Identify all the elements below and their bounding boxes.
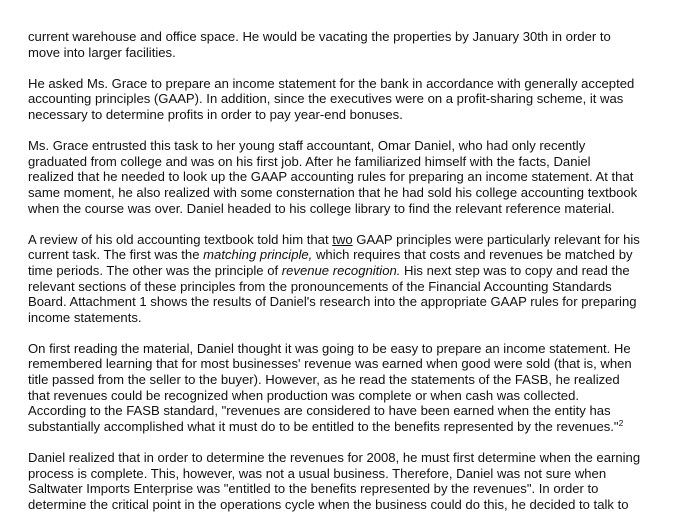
paragraph-3: Ms. Grace entrusted this task to her young staff accountant, Omar Daniel, who had only recently graduated from college and was on his first job. After he familiarized himself with the facts, Daniel realized that he needed to look up the GAAP accounting rules for preparing an income statement. At that same moment, he also realized with some consternation that he had sold his college accounting textbook when the course was over. Daniel headed to his college library to find the relevant reference material.	[28, 138, 638, 216]
italic-matching-principle: matching principle,	[203, 247, 313, 263]
paragraph-1: current warehouse and office space. He would be vacating the properties by January 30th in order to move into larger facilities.	[28, 29, 611, 60]
paragraph-4-text-d: His next step was to copy and read the relevant sections of these principles from the pronouncements of the Financial Accounting Standards Board. Attachment 1 shows the results of Daniel's research into the appropriate GAAP rules for preparing income statements.	[28, 262, 637, 325]
paragraph-4-text-c: which requires that costs and revenues be matched by time periods. The other was the principle of	[28, 247, 633, 278]
paragraph-5-text: On first reading the material, Daniel thought it was going to be easy to prepare an income statement. He remembered learning that for most businesses' revenue was earned when good were sold (that is, when title passed from the seller to the buyer). However, as he read the statements of the FASB, he realized that revenues could be recognized when production was complete or when cash was collected. According to the FASB standard, "revenues are considered to have been earned when the entity has substantially accomplished what it must do to be entitled to the benefits represented by the revenues."	[28, 340, 632, 434]
paragraph-4-text-b: GAAP principles were particularly relevant for his current task. The first was the	[28, 231, 640, 263]
paragraph-4	[28, 232, 668, 326]
underlined-word-two: two	[332, 231, 353, 247]
paragraph-2: He asked Ms. Grace to prepare an income statement for the bank in accordance with generally accepted accounting principles (GAAP). In addition, since the executives were on a profit-sharing scheme, it was necessary to determine profits in order to pay year-end bonuses.	[28, 75, 635, 122]
paragraph-5	[28, 341, 668, 435]
footnote-marker: 2	[618, 417, 624, 428]
document-page	[28, 29, 668, 528]
paragraph-6: Daniel realized that in order to determine the revenues for 2008, he must first determine when the earning process is complete. This, however, was not a usual business. Therefore, Daniel was not sure when Saltwater Imports Enterprise was "entitled to the benefits represented by the revenues". In order to determine the critical point in the operations cycle when the business could do this, he decided to talk to	[28, 450, 641, 512]
italic-revenue-recognition: revenue recognition.	[281, 262, 401, 278]
paragraph-4-text-a: A review of his old accounting textbook told him that	[28, 231, 333, 247]
